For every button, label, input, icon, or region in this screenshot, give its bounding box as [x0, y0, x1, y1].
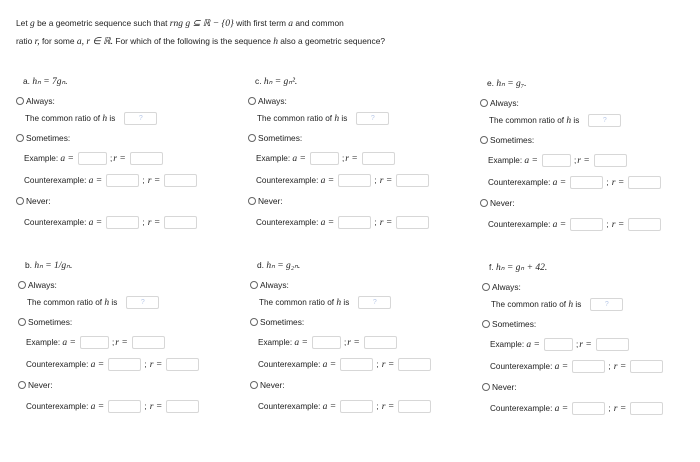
- part-formula: hₙ = 7gₙ.: [32, 77, 68, 87]
- part-formula: hₙ = g₂ₙ.: [266, 261, 301, 271]
- part-title: [487, 78, 526, 89]
- counterexample-row: Counterexample: a = ; r =: [258, 358, 431, 371]
- sometimes-option[interactable]: [482, 319, 536, 329]
- always-option[interactable]: [250, 280, 289, 290]
- example-a-input[interactable]: [312, 336, 341, 349]
- example-r-input[interactable]: [130, 152, 163, 165]
- counterexample-r-input[interactable]: [164, 174, 197, 187]
- part-title: [489, 262, 547, 273]
- question-part-e: [480, 78, 700, 278]
- never-label: Never:: [492, 382, 517, 392]
- always-label: Always:: [490, 98, 519, 108]
- part-label: d.: [257, 260, 264, 270]
- never-option[interactable]: [482, 382, 517, 392]
- example-r-input[interactable]: [132, 336, 165, 349]
- example-a-input[interactable]: [78, 152, 107, 165]
- never-option[interactable]: [16, 196, 51, 206]
- counterexample-row: Counterexample: a = ; r =: [26, 358, 199, 371]
- never-counterexample-row: Counterexample: a = ; r =: [490, 402, 663, 415]
- never-label: Never:: [260, 380, 285, 390]
- sometimes-option[interactable]: [480, 135, 534, 145]
- counterexample-r-input[interactable]: [166, 358, 199, 371]
- always-label: Always:: [26, 96, 55, 106]
- example-r-input[interactable]: [364, 336, 397, 349]
- never-counterexample-r-input[interactable]: [628, 218, 661, 231]
- always-radio[interactable]: [250, 281, 258, 289]
- always-option[interactable]: [16, 96, 55, 106]
- never-counterexample-a-input[interactable]: [570, 218, 603, 231]
- never-counterexample-a-input[interactable]: [572, 402, 605, 415]
- sometimes-radio[interactable]: [16, 134, 24, 142]
- always-option[interactable]: [482, 282, 521, 292]
- sometimes-label: Sometimes:: [26, 133, 71, 143]
- never-counterexample-row: Counterexample: a = ; r =: [24, 216, 197, 229]
- example-r-input[interactable]: [594, 154, 627, 167]
- part-formula: hₙ = gₙ + 42.: [495, 263, 548, 273]
- part-label: b.: [25, 260, 32, 270]
- counterexample-a-input[interactable]: [338, 174, 371, 187]
- counterexample-a-input[interactable]: [106, 174, 139, 187]
- part-formula: hₙ = gₙ².: [263, 77, 298, 87]
- common-ratio-input[interactable]: ?: [124, 112, 157, 125]
- sometimes-option[interactable]: [248, 133, 302, 143]
- never-counterexample-row: Counterexample: a = ; r =: [258, 400, 431, 413]
- counterexample-row: Counterexample: a = ; r =: [256, 174, 429, 187]
- sometimes-label: Sometimes:: [490, 135, 535, 145]
- question-part-d: [250, 260, 475, 460]
- sometimes-radio[interactable]: [480, 136, 488, 144]
- example-row: Example: a = ; r =: [490, 338, 629, 351]
- never-counterexample-row: Counterexample: a = ; r =: [26, 400, 199, 413]
- example-row: Example: a = ; r =: [24, 152, 163, 165]
- always-radio[interactable]: [18, 281, 26, 289]
- always-option[interactable]: [248, 96, 287, 106]
- sometimes-label: Sometimes:: [260, 317, 305, 327]
- always-label: Always:: [492, 282, 521, 292]
- never-counterexample-a-input[interactable]: [108, 400, 141, 413]
- part-label: e.: [487, 78, 494, 88]
- sometimes-radio[interactable]: [482, 320, 490, 328]
- common-ratio-input[interactable]: ?: [358, 296, 391, 309]
- common-ratio-row: The common ratio of h is ?: [259, 296, 391, 309]
- part-label: c.: [255, 76, 262, 86]
- part-label: f.: [489, 262, 494, 272]
- sometimes-radio[interactable]: [250, 318, 258, 326]
- sometimes-option[interactable]: [18, 317, 72, 327]
- never-counterexample-r-input[interactable]: [164, 216, 197, 229]
- common-ratio-input[interactable]: ?: [126, 296, 159, 309]
- never-label: Never:: [490, 198, 515, 208]
- always-option[interactable]: [480, 98, 519, 108]
- never-radio[interactable]: [18, 381, 26, 389]
- question-part-a: [16, 76, 241, 276]
- example-row: Example: a = ; r =: [26, 336, 165, 349]
- example-row: Example: a = ; r =: [258, 336, 397, 349]
- always-radio[interactable]: [248, 97, 256, 105]
- example-r-input[interactable]: [362, 152, 395, 165]
- sometimes-label: Sometimes:: [258, 133, 303, 143]
- never-counterexample-r-input[interactable]: [166, 400, 199, 413]
- part-formula: hₙ = 1/gₙ.: [34, 261, 73, 271]
- never-counterexample-r-input[interactable]: [396, 216, 429, 229]
- always-label: Always:: [28, 280, 57, 290]
- counterexample-a-input[interactable]: [570, 176, 603, 189]
- sometimes-label: Sometimes:: [28, 317, 73, 327]
- never-radio[interactable]: [250, 381, 258, 389]
- counterexample-r-input[interactable]: [630, 360, 663, 373]
- example-a-input[interactable]: [542, 154, 571, 167]
- example-a-input[interactable]: [544, 338, 573, 351]
- always-radio[interactable]: [480, 99, 488, 107]
- common-ratio-row: The common ratio of h is ?: [491, 298, 623, 311]
- common-ratio-input[interactable]: ?: [588, 114, 621, 127]
- never-radio[interactable]: [248, 197, 256, 205]
- never-option[interactable]: [248, 196, 283, 206]
- common-ratio-input[interactable]: ?: [356, 112, 389, 125]
- common-ratio-row: The common ratio of h is ?: [489, 114, 621, 127]
- counterexample-a-input[interactable]: [572, 360, 605, 373]
- example-r-input[interactable]: [596, 338, 629, 351]
- never-label: Never:: [258, 196, 283, 206]
- never-counterexample-a-input[interactable]: [338, 216, 371, 229]
- never-radio[interactable]: [482, 383, 490, 391]
- common-ratio-row: The common ratio of h is ?: [257, 112, 389, 125]
- always-radio[interactable]: [16, 97, 24, 105]
- never-label: Never:: [26, 196, 51, 206]
- always-option[interactable]: [18, 280, 57, 290]
- never-radio[interactable]: [480, 199, 488, 207]
- never-counterexample-row: Counterexample: a = ; r =: [256, 216, 429, 229]
- question-part-f: [482, 262, 700, 462]
- never-counterexample-row: Counterexample: a = ; r =: [488, 218, 661, 231]
- counterexample-r-input[interactable]: [628, 176, 661, 189]
- question-part-c: [248, 76, 473, 276]
- counterexample-row: Counterexample: a = ; r =: [490, 360, 663, 373]
- never-counterexample-r-input[interactable]: [398, 400, 431, 413]
- part-title: [23, 76, 68, 87]
- example-row: Example: a = ; r =: [256, 152, 395, 165]
- part-label: a.: [23, 76, 30, 86]
- never-option[interactable]: [480, 198, 515, 208]
- question-text: [16, 15, 676, 51]
- never-counterexample-a-input[interactable]: [106, 216, 139, 229]
- question-part-b: [18, 260, 243, 460]
- common-ratio-row: The common ratio of h is ?: [27, 296, 159, 309]
- question-line-2: ratio r, for some a, r ∈ ℝ. For which of the following is the sequence h also a geometric sequence?: [16, 36, 386, 47]
- counterexample-a-input[interactable]: [340, 358, 373, 371]
- sometimes-option[interactable]: [250, 317, 304, 327]
- counterexample-r-input[interactable]: [396, 174, 429, 187]
- part-formula: hₙ = g₇.: [496, 79, 527, 89]
- part-title: [257, 260, 300, 271]
- common-ratio-row: The common ratio of h is ?: [25, 112, 157, 125]
- sometimes-label: Sometimes:: [492, 319, 537, 329]
- example-row: Example: a = ; r =: [488, 154, 627, 167]
- part-title: [255, 76, 297, 87]
- common-ratio-input[interactable]: ?: [590, 298, 623, 311]
- sometimes-radio[interactable]: [18, 318, 26, 326]
- sometimes-radio[interactable]: [248, 134, 256, 142]
- never-counterexample-a-input[interactable]: [340, 400, 373, 413]
- counterexample-a-input[interactable]: [108, 358, 141, 371]
- never-option[interactable]: [250, 380, 285, 390]
- example-a-input[interactable]: [80, 336, 109, 349]
- always-label: Always:: [258, 96, 287, 106]
- counterexample-row: Counterexample: a = ; r =: [488, 176, 661, 189]
- always-radio[interactable]: [482, 283, 490, 291]
- part-title: [25, 260, 72, 271]
- example-a-input[interactable]: [310, 152, 339, 165]
- never-label: Never:: [28, 380, 53, 390]
- counterexample-r-input[interactable]: [398, 358, 431, 371]
- sometimes-option[interactable]: [16, 133, 70, 143]
- question-line-1: Let g be a geometric sequence such that rng g ⊆ ℝ − {0} with first term a and common: [16, 18, 344, 29]
- never-radio[interactable]: [16, 197, 24, 205]
- never-option[interactable]: [18, 380, 53, 390]
- counterexample-row: Counterexample: a = ; r =: [24, 174, 197, 187]
- always-label: Always:: [260, 280, 289, 290]
- never-counterexample-r-input[interactable]: [630, 402, 663, 415]
